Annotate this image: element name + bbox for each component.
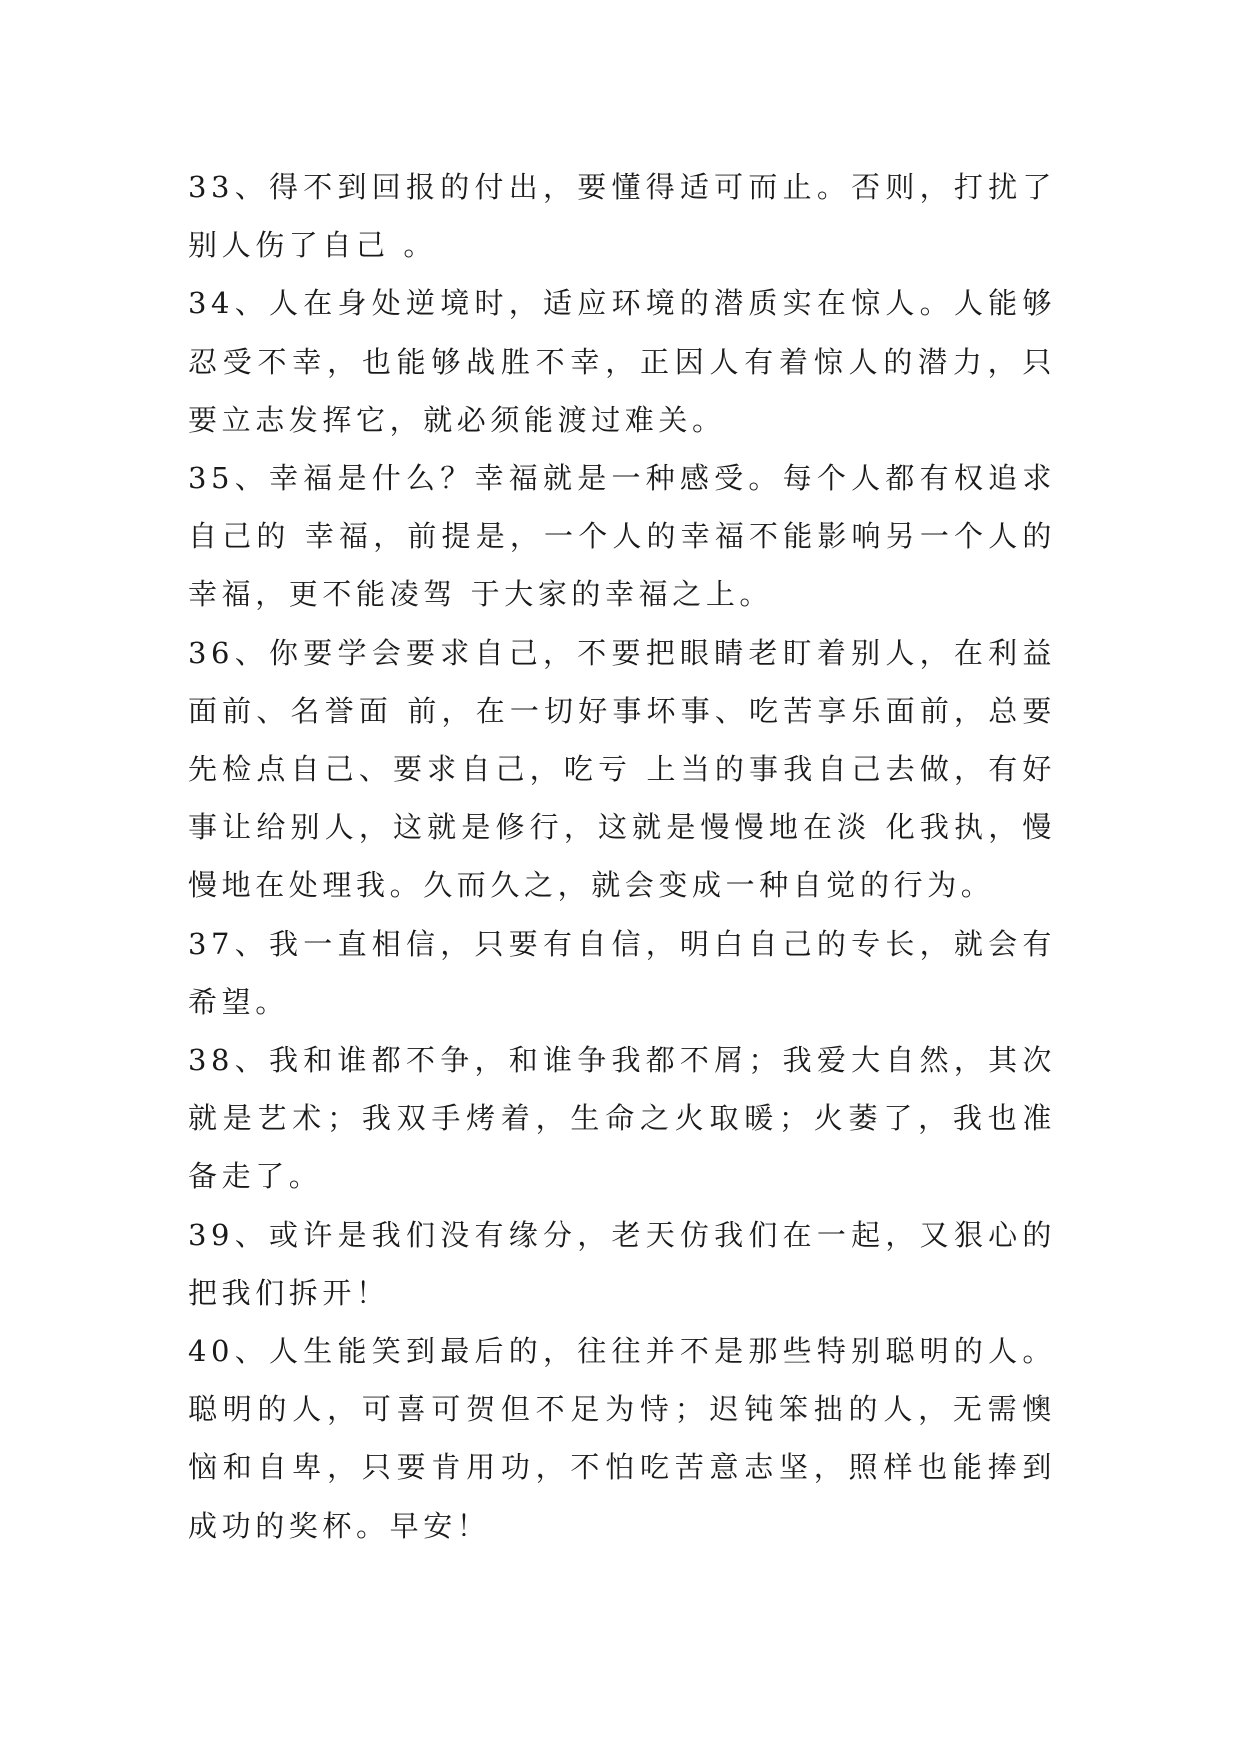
paragraph-35: 35、幸福是什么？幸福就是一种感受。每个人都有权追求自己的 幸福，前提是，一个人的幸福不能影响另一个人的幸福，更不能凌驾 于大家的幸福之上。 [188,461,1056,612]
paragraph-38: 38、我和谁都不争，和谁争我都不屑；我爱大自然，其次就是艺术；我双手烤着，生命之火取暖；火萎了，我也准备走了。 [188,1043,1056,1194]
paragraph-37: 37、我一直相信，只要有自信，明白自己的专长，就会有希望。 [188,926,1056,1019]
paragraph-34: 34、人在身处逆境时，适应环境的潜质实在惊人。人能够忍受不幸，也能够战胜不幸，正因人有着惊人的潜力，只要立志发挥它，就必须能渡过难关。 [188,286,1056,437]
paragraph-36: 36、你要学会要求自己，不要把眼睛老盯着别人，在利益面前、名誉面 前，在一切好事坏事、吃苦享乐面前，总要先检点自己、要求自己，吃亏 上当的事我自己去做，有好事让给别人，这就是修行，这就是慢慢地在淡 化我执，慢慢地在处理我。久而久之，就会变成一种自觉的行为。 [188,635,1056,903]
paragraph-40: 40、人生能笑到最后的，往往并不是那些特别聪明的人。聪明的人，可喜可贺但不足为恃；迟钝笨拙的人，无需懊恼和自卑，只要肯用功，不怕吃苦意志坚，照样也能捧到成功的奖杯。早安！ [188,1334,1056,1543]
paragraph-33: 33、得不到回报的付出，要懂得适可而止。否则，打扰了别人伤了自己 。 [188,170,1056,263]
paragraph-39: 39、或许是我们没有缘分，老天仿我们在一起，又狠心的把我们拆开！ [188,1217,1056,1310]
document-page [188,158,1056,1555]
